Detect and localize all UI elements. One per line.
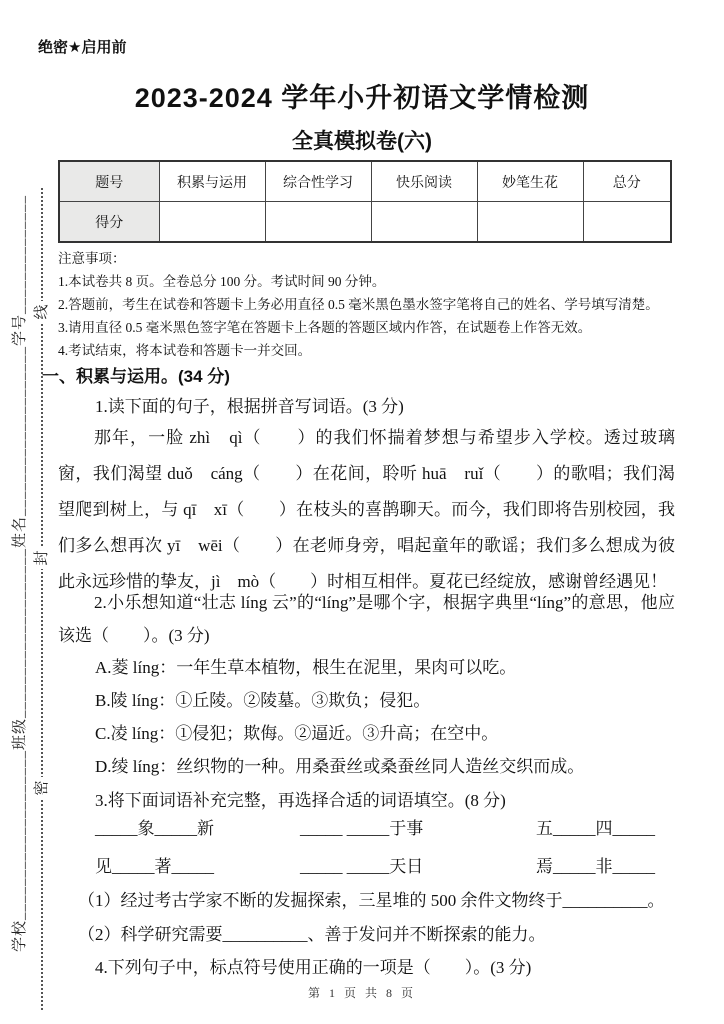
table-header-total: 总分 (583, 161, 671, 202)
page-title: 2023-2024 学年小升初语文学情检测 (134, 83, 590, 113)
q2-option-b: B.陵 líng：①丘陵。②陵墓。③欺负；侵犯。 (95, 691, 431, 710)
table-header-question-no: 题号 (59, 161, 159, 202)
score-cell (371, 202, 477, 243)
q3-blank: _____ _____天日 (300, 857, 424, 876)
q2-stem: 2.小乐想知道“壮志 líng 云”的“líng”是哪个字，根据字典里“líng”的意思，他应该选（ ）。(3 分) (58, 593, 675, 645)
q2-option-d: D.绫 líng：丝织物的一种。用桑蚕丝或桑蚕丝同人造丝交织而成。 (95, 757, 585, 776)
score-table (58, 160, 672, 243)
classification-label: 绝密★启用前 (38, 39, 127, 56)
q3-blank: _____ _____于事 (300, 819, 424, 838)
q3-blank: 见_____著_____ (95, 857, 214, 876)
q3-fill-item-2: （2）科学研究需要__________、善于发问并不断探索的能力。 (78, 925, 546, 944)
q2-option-c: C.凌 líng：①侵犯；欺侮。②逼近。③升高；在空中。 (95, 724, 499, 743)
table-header-writing: 妙笔生花 (477, 161, 583, 202)
notice-item: 1.本试卷共 8 页。全卷总分 100 分。考试时间 90 分钟。 (58, 274, 386, 289)
q3-blank-row (58, 852, 675, 886)
table-header-accumulation: 积累与运用 (159, 161, 265, 202)
q3-blank: 五_____四_____ (536, 819, 655, 838)
q3-stem: 3.将下面词语补充完整，再选择合适的词语填空。(8 分) (95, 791, 506, 810)
q3-fill-item-1: （1）经过考古学家不断的发掘探索，三星堆的 500 余件文物终于__________。 (78, 891, 665, 910)
notice-item: 3.请用直径 0.5 毫米黑色签字笔在答题卡上各题的答题区域内作答，在试题卷上作答无效。 (58, 320, 592, 335)
score-row-label: 得分 (59, 202, 159, 243)
seal-char-xian: 线 (32, 301, 52, 323)
seal-char-feng: 封 (32, 547, 52, 569)
q1-stem: 1.读下面的句子，根据拼音写词语。(3 分) (95, 397, 404, 416)
q3-blank: _____象_____新 (95, 819, 214, 838)
q3-blank: 焉_____非_____ (536, 857, 655, 876)
notice-heading: 注意事项： (58, 251, 126, 266)
q3-blank-row (58, 814, 675, 848)
q2-options (95, 651, 675, 783)
q2-option-a: A.菱 líng：一年生草本植物，根生在泥里，果肉可以吃。 (95, 658, 517, 677)
score-table-header-row (59, 161, 671, 202)
q4-stem: 4.下列句子中，标点符号使用正确的一项是（ ）。(3 分) (95, 958, 532, 977)
page-subtitle: 全真模拟卷(六) (292, 130, 432, 153)
student-info-fields: 学校____________________班级____________________姓名____________________学号______________ (12, 194, 28, 952)
section-heading: 一、积累与运用。(34 分) (42, 367, 230, 386)
notice-item: 2.答题前，考生在试卷和答题卡上务必用直径 0.5 毫米黑色墨水签字笔将自己的姓名、学号填写清楚。 (58, 297, 659, 312)
score-cell (477, 202, 583, 243)
score-table-score-row (59, 202, 671, 243)
table-header-comprehensive: 综合性学习 (265, 161, 371, 202)
score-cell (583, 202, 671, 243)
q1-passage: 那年，一脸 zhì qì（ ）的我们怀揣着梦想与希望步入学校。透过玻璃窗，我们渴望 duǒ cáng（ ）在花间，聆听 huā ruǐ（ ）的歌唱；我们渴望爬到树上，与 qī xī（ ）在枝头的喜鹊聊天。而今，我们即将告别校园，我们多么想再次 yī wēi（ ）在老师身旁，唱起童年的歌谣；我们多么想成为彼此永远珍惜的挚友，jì mò（ ）时相互相伴。夏花已经绽放，感谢曾经遇见！ (58, 428, 675, 591)
page-footer: 第 1 页 共 8 页 (307, 986, 416, 1000)
seal-char-mi: 密 (32, 777, 52, 799)
table-header-reading: 快乐阅读 (371, 161, 477, 202)
notice-block (58, 247, 676, 362)
score-cell (265, 202, 371, 243)
notice-item: 4.考试结束，将本试卷和答题卡一并交回。 (58, 343, 312, 358)
score-cell (159, 202, 265, 243)
